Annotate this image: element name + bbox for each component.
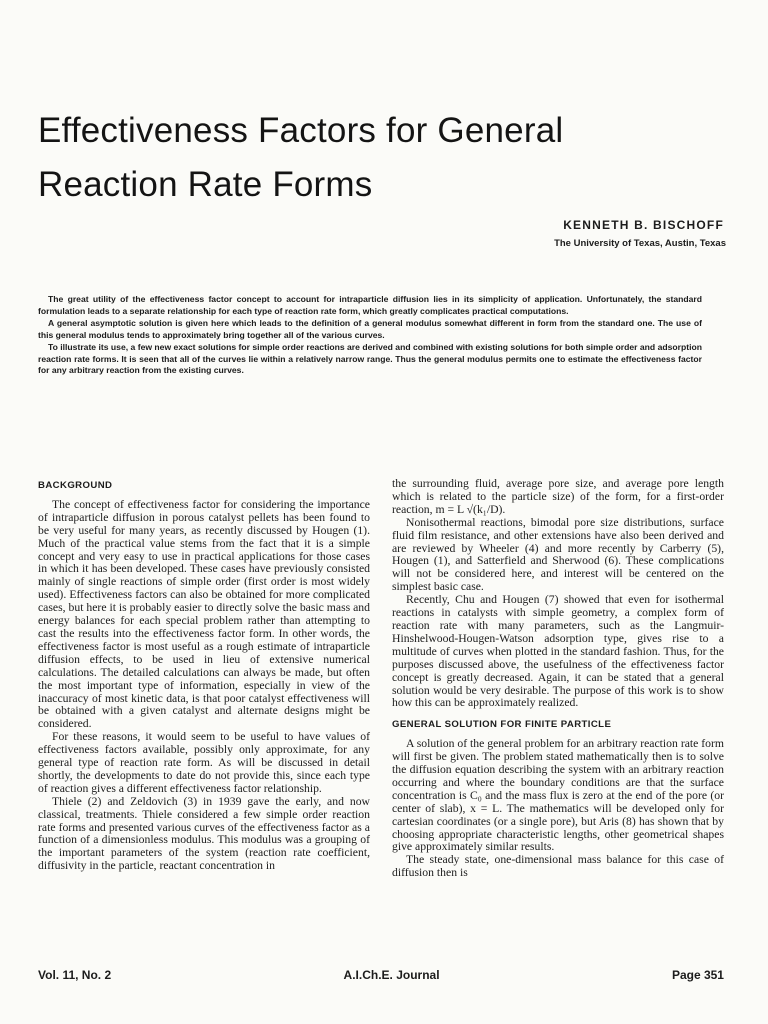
abstract <box>38 294 702 377</box>
abstract-paragraph-2: A general asymptotic solution is given here which leads to the definition of a general modulus somewhat different in form from the standard one. The use of this general modulus tends to approximately bring together all of the various curves. <box>38 317 702 340</box>
body-paragraph: A solution of the general problem for an arbitrary reaction rate form will first be given. The problem stated mathematically then is to solve the diffusion equation describing the system with an arbitrary reaction occurring and where the boundary conditions are that the surface concentration is C₀ and the mass flux is zero at the end of the pore (or center of slab), x = L. The mathematics will be developed only for cartesian coordinates (or a single pore), but Aris (8) has shown that by choosing appropriate characteristic lengths, other geometrical shapes give approximately similar results. <box>392 737 724 854</box>
article-title <box>38 104 738 212</box>
author-affiliation: The University of Texas, Austin, Texas <box>554 238 726 249</box>
footer-volume: Vol. 11, No. 2 <box>38 968 112 982</box>
author-name: KENNETH B. BISCHOFF <box>563 218 724 232</box>
right-column <box>392 478 724 880</box>
section-heading-general-solution: GENERAL SOLUTION FOR FINITE PARTICLE <box>392 719 612 731</box>
left-column <box>38 478 370 873</box>
body-paragraph: The steady state, one-dimensional mass balance for this case of diffusion then is <box>392 853 724 880</box>
title-line-1: Effectiveness Factors for General <box>38 111 564 150</box>
abstract-paragraph-1: The great utility of the effectiveness factor concept to account for intraparticle diffusion lies in its simplicity of application. Unfortunately, the standard formulation leads to a separate relationship for each type of reaction rate form, which greatly complicates practical computations. <box>38 294 702 316</box>
body-paragraph: the surrounding fluid, average pore size, and average pore length which is related to the particle size) of the form, for a first-order reaction, m = L √(k₁/D). <box>392 477 724 516</box>
body-paragraph: Recently, Chu and Hougen (7) showed that even for isothermal reactions in catalysts with simple geometry, a complex form of reaction rate with many parameters, such as the Langmuir-Hinshelwood-Hougen-Watson adsorption type, gives rise to a multitude of curves when plotted in the standard fashion. Thus, for the purposes discussed above, the usefulness of the effectiveness factor concept is greatly decreased. Again, it can be stated that a general solution would be very desirable. The purpose of this work is to show how this can be approximately realized. <box>392 593 724 710</box>
body-paragraph: Thiele (2) and Zeldovich (3) in 1939 gave the early, and now classical, treatments. Thiele considered a few simple order reaction rate forms and presented various curves of the effectiveness factor as a function of a dimensionless modulus. This modulus was a grouping of the important parameters of the system (reaction rate coefficient, diffusivity in the particle, reactant concentration in <box>38 794 370 873</box>
title-line-2: Reaction Rate Forms <box>38 165 373 204</box>
footer-page-number: Page 351 <box>671 968 724 982</box>
abstract-paragraph-3: To illustrate its use, a few new exact solutions for simple order reactions are derived and combined with existing solutions for both simple order and adsorption reaction rate forms. It is seen that all of the curves lie within a relatively narrow range. Thus the general modulus permits one to estimate the effectiveness factor for any arbitrary reaction from the existing curves. <box>38 341 702 376</box>
footer-journal: A.I.Ch.E. Journal <box>343 968 440 982</box>
body-paragraph: Nonisothermal reactions, bimodal pore size distributions, surface fluid film resistance, and other extensions have also been derived and are reviewed by Wheeler (4) and more recently by Carberry (5), Hougen (1), and Satterfield and Sherwood (6). These complications will not be considered here, and interest will be centered on the simplest basic case. <box>392 515 724 594</box>
section-heading-background: BACKGROUND <box>38 480 113 491</box>
body-paragraph: For these reasons, it would seem to be useful to have values of effectiveness factors available, possibly only approximate, for any general type of reaction rate form. As will be discussed in detail shortly, the developments to date do not provide this, since each type of reaction gives a different effectiveness factor relationship. <box>38 730 370 795</box>
page-footer <box>38 968 724 982</box>
body-paragraph: The concept of effectiveness factor for considering the importance of intraparticle diffusion in porous catalyst pellets has been found to be very useful for many years, as recently discussed by Hougen (1). Much of the practical value stems from the fact that it is a simple concept and very easy to use in practical applications for those cases in which it has been developed. These cases have previously consisted mainly of single reactions of simple order (first order is most widely used). Effectiveness factors can also be obtained for more complicated cases, but here it is probably easier to directly solve the basic mass and energy balances for each special problem rather than attempting to cast the results into the effectiveness factor form. In other words, the effectiveness factor is most useful as a rough estimate of intraparticle diffusion effects, to be used in lieu of extensive numerical calculations. The detailed calculations can always be made, but often the most important type of information, especially in view of the inaccuracy of most kinetic data, is that poor catalyst effectiveness will be obtained with a given catalyst and alternate designs might be considered. <box>38 497 370 731</box>
